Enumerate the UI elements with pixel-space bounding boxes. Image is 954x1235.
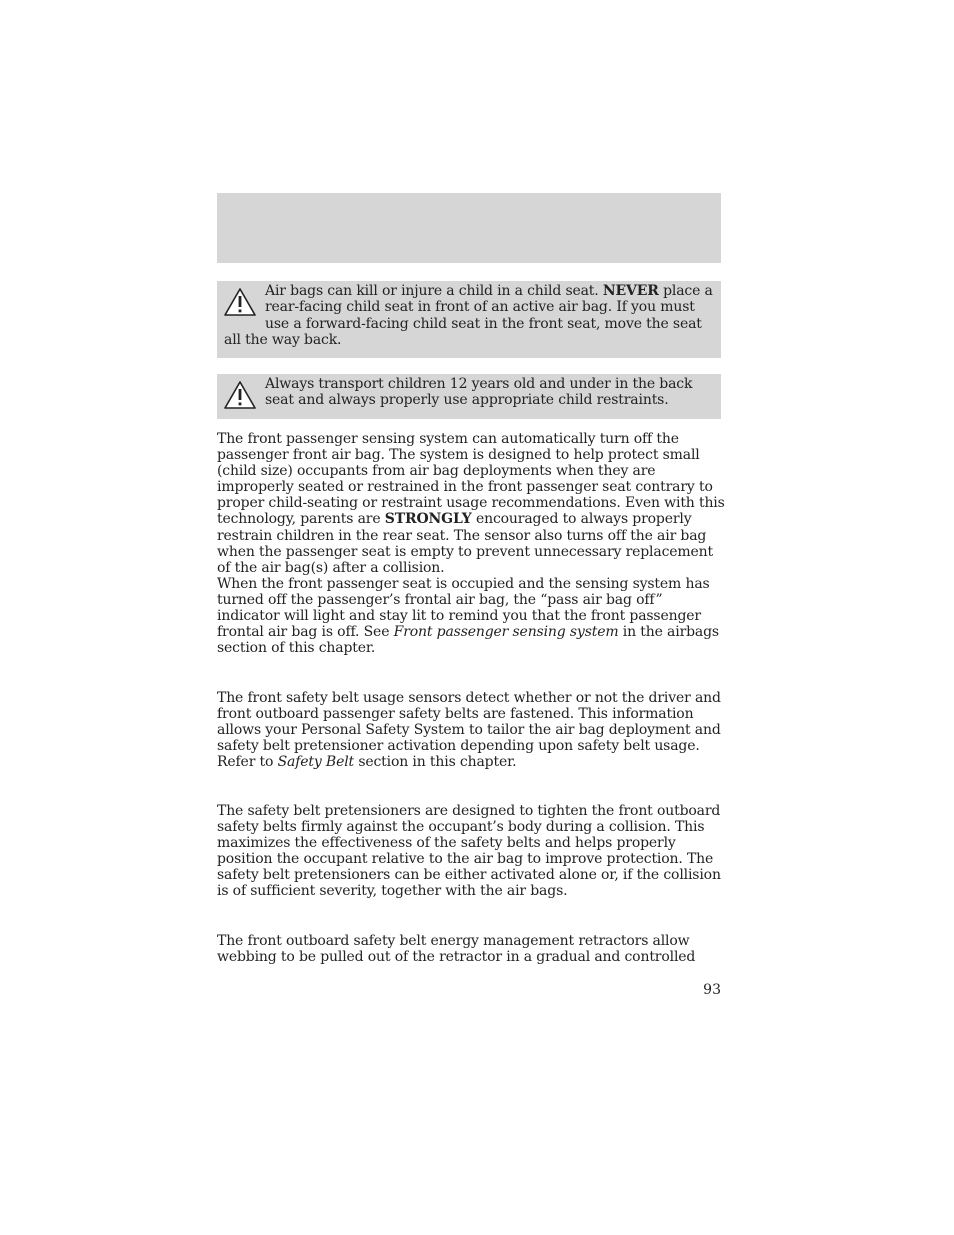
paragraph-text: When the front passenger seat is occupied and the sensing system has turned off the passenger’s frontal air bag, the “pass air bag off” indicator will light and stay lit to remind you that the front passenger frontal air bag is off. See bbox=[217, 576, 710, 641]
warning-box-transport-children bbox=[217, 374, 721, 419]
cross-reference: Safety Belt bbox=[277, 754, 355, 771]
warning-triangle-icon bbox=[223, 287, 257, 317]
paragraph-belt-usage-sensors bbox=[217, 690, 725, 770]
paragraph-text: in the airbags section of this chapter. bbox=[217, 624, 719, 657]
warning-text-post: place a rear-facing child seat in front of an active air bag. If you must use a forward-facing child seat in the front seat, move the seat all the way back. bbox=[224, 283, 713, 349]
warning-box-child-seat bbox=[217, 281, 721, 358]
paragraph-text: encouraged to always properly restrain children in the rear seat. The sensor also turns off the air bag when the passenger seat is empty to prevent unnecessary replacement of the air bag(s) after a collision. bbox=[217, 511, 714, 576]
section-header-band bbox=[217, 193, 721, 263]
paragraph-energy-management-retractors: The front outboard safety belt energy management retractors allow webbing to be pulled out of the retractor in a gradual and controlled bbox=[217, 933, 696, 966]
warning-triangle-icon bbox=[223, 380, 257, 410]
warning-text-pre: Air bags can kill or injure a child in a child seat. bbox=[265, 283, 603, 299]
page-number: 93 bbox=[703, 982, 721, 998]
paragraph-text: The front safety belt usage sensors detect whether or not the driver and front outboard passenger safety belts are fastened. This information allows your Personal Safety System to tailor the air bag deployment and safety belt pretensioner activation depending upon safety belt usage. Refer to bbox=[217, 690, 721, 771]
cross-reference: Front passenger sensing system bbox=[393, 624, 619, 641]
paragraph-text: The front passenger sensing system can automatically turn off the passenger front air bag. The system is designed to help protect small (child size) occupants from air bag deployments when they are improperly seated or restrained in the front passenger seat contrary to proper child-seating or restraint usage recommendations. Even with this technology, parents are bbox=[217, 431, 725, 528]
paragraph-text: section in this chapter. bbox=[354, 754, 517, 771]
paragraph-emphasis: STRONGLY bbox=[384, 511, 472, 528]
warning-text: Always transport children 12 years old and under in the back seat and always properly use appropriate child restraints. bbox=[265, 376, 693, 409]
paragraph-passenger-sensing bbox=[217, 431, 725, 576]
paragraph-air-bag-off-indicator bbox=[217, 576, 725, 656]
warning-text-emphasis: NEVER bbox=[602, 283, 659, 299]
paragraph-belt-pretensioners: The safety belt pretensioners are designed to tighten the front outboard safety belts firmly against the occupant’s body during a collision. This maximizes the effectiveness of the safety belts and helps properly position the occupant relative to the air bag to improve protection. The safety belt pretensioners can be either activated alone or, if the collision is of sufficient severity, together with the air bags. bbox=[217, 803, 721, 900]
